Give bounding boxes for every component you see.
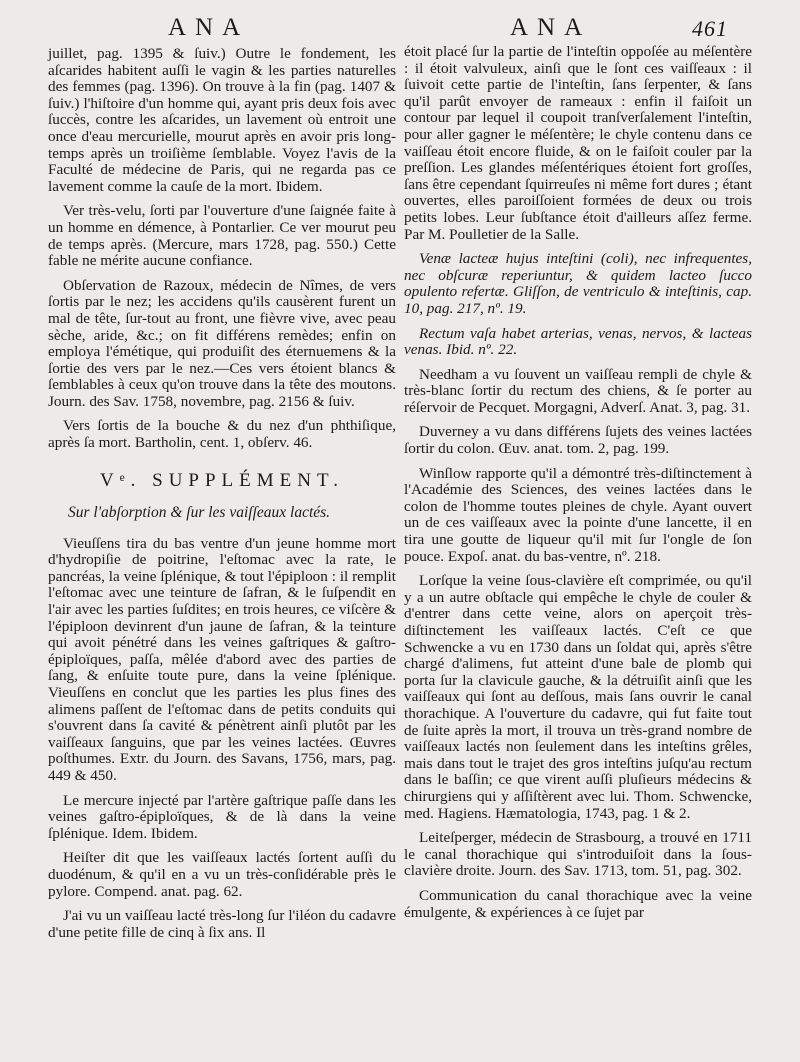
running-head-right: ANA: [510, 14, 592, 41]
paragraph: Obſervation de Razoux, médecin de Nîmes, de vers ſortis par le nez; les accidens qu'ils causèrent furent un mal de tête, ſur-tout au front, une fièvre vive, avec peau sèche, aride, &c.; on fit différens remèdes; enfin on employa l'émétique, qui produiſit des éternuemens & la ſortie des vers par le nez.—Ces vers étoient blancs & ſemblables à ceux qu'on trouve dans la tête des moutons. Journ. des Sav. 1758, novembre, pag. 2156 & ſuiv.: [48, 276, 396, 410]
paragraph: étoit placé ſur la partie de l'inteſtin oppoſée au méſentère : il étoit valvuleux, ainſi que le ſont ces vaiſſeaux : il ſuivoit cette partie de l'inteſtin, ſans ſerpenter, & ſans qu'il parût envoyer de rameaux : enfin il faiſoit un contour par lequel il coupoit tranſverſalement l'inteſtin, pour aller gagner le méſentère; le chyle contenu dans ce vaiſſeau étoit encore fluide, & on le faiſoit couler par la preſſion. Les glandes méſentériques étoient fort groſſes, ſans être cependant ſquirreuſes ni même fort dures ; étant ouvertes, elles paroiſſoient formées de deux ou trois petits lobes. Leur ſubſtance étoit d'ailleurs aſſez ferme. Par M. Poulletier de la Salle.: [404, 43, 752, 243]
latin-quotation: Venæ lacteæ hujus inteſtini (coli), nec infrequentes, nec obſcuræ reperiuntur, & quidem lacteo ſucco opulento refertæ. Gliſſon, de ventriculo & inteſtinis, cap. 10, pag. 217, nº. 19.: [404, 250, 752, 317]
section-heading: Vᵉ. SUPPLÉMENT.: [100, 469, 344, 491]
paragraph: Ver très-velu, ſorti par l'ouverture d'une ſaignée faite à un homme en démence, à Pontarlier. Ce ver mourut peu de temps après. (Mercure, mars 1728, pag. 550.) Cette fable ne mérite aucune confiance.: [48, 202, 396, 270]
paragraph: Heiſter dit que les vaiſſeaux lactés ſortent auſſi du duodénum, & qu'il en a vu un très-conſidérable près le pylore. Compend. anat. pag. 62.: [48, 849, 396, 900]
running-head-left: ANA: [168, 14, 250, 41]
paragraph: Le mercure injecté par l'artère gaſtrique paſſe dans les veines gaſtro-épiploïques, & de là dans la veine ſplénique. Idem. Ibidem.: [48, 791, 396, 842]
paragraph: Lorſque la veine ſous-clavière eſt comprimée, ou qu'il y a un autre obſtacle qui empêche le chyle de couler & d'entrer dans cette veine, alors on aperçoit très-diſtinctement les vaiſſeaux lactés. C'eſt ce que Schwencke a vu en 1730 dans un ſoldat qui, après s'être chargé d'alimens, fut atteint d'une bale de plomb qui porta ſur la clavicule gauche, & la détruiſit ainſi que les vaiſſeaux qui ſont au deſſous, mais ſans ouvrir le canal thorachique. A l'ouverture du cadavre, qui fut faite tout de ſuite après la mort, il trouva un très-grand nombre de vaiſſeaux lactés non ſeulement dans les inteſtins grêles, mais dans tout le trajet des gros inteſtins juſqu'au rectum dans le baſſin; ce que virent auſſi pluſieurs médecins & chirurgiens qui y aſſiſtèrent avec lui. Thom. Schwencke, med. Hagiens. Hæmatologia, 1743, pag. 1 & 2.: [404, 572, 752, 822]
right-column: [404, 44, 752, 929]
section-subheading: Sur l'abſorption & ſur les vaiſſeaux lactés.: [68, 503, 331, 521]
paragraph: Vers ſortis de la bouche & du nez d'un phthiſique, après ſa mort. Bartholin, cent. 1, obſerv. 46.: [48, 417, 396, 452]
running-header: [0, 14, 800, 42]
paragraph: Needham a vu ſouvent un vaiſſeau rempli de chyle & très-blanc ſortir du rectum des chiens, & ſe porter au réſervoir de Pecquet. Morgagni, Adverſ. Anat. 3, pag. 31.: [404, 365, 752, 416]
paragraph: Leiteſperger, médecin de Strasbourg, a trouvé en 1711 le canal thorachique qui s'introduiſoit dans la ſous-clavière droite. Journ. des Sav. 1713, tom. 51, pag. 302.: [404, 829, 752, 880]
paragraph: Communication du canal thorachique avec la veine émulgente, & expériences à ce ſujet par: [404, 886, 752, 921]
paragraph: Vieuſſens tira du bas ventre d'un jeune homme mort d'hydropiſie de poitrine, l'eſtomac avec la rate, le pancréas, la veine ſplénique, & tout l'épiploon : il remplit l'eſtomac avec une teinture de ſafran, & le ſuſpendit en l'air avec les parties ſuſdites; en trois heures, ce viſcère & l'épiploon devinrent d'un jaune de ſafran, & la teinture qui avoit pénétré dans les veines gaſtriques & gaſtro-épiploïques, paſſa, mêlée d'abord avec des parties de ſang, & enſuite toute pure, dans la veine ſplénique. Vieuſſens en conclut que les parties les plus fines des alimens paſſent de l'eſtomac dans de petits conduits qui s'ouvrent dans ſa cavité & pénètrent ainſi plutôt par les vaiſſeaux ſanguins, que par les veines lactées. Œuvres poſthumes. Extr. du Journ. des Savans, 1756, mars, pag. 449 & 450.: [48, 534, 396, 784]
paragraph: J'ai vu un vaiſſeau lacté très-long ſur l'iléon du cadavre d'une petite fille de cinq à ſix ans. Il: [48, 907, 396, 941]
paragraph: juillet, pag. 1395 & ſuiv.) Outre le fondement, les aſcarides habitent auſſi le vagin & les parties naturelles des femmes (pag. 1396). On trouve à la fin (pag. 1407 & ſuiv.) l'hiſtoire d'un homme qui, ayant pris deux fois avec ſuccès, contre les aſcarides, un lavement où entroit une once d'eau mercurielle, mourut après en avoir pris long-temps après un troiſième ſemblable. Voyez l'avis de la Faculté de médecine de Paris, qui ne regarda pas ce lavement comme la cauſe de la mort. Ibidem.: [48, 45, 396, 195]
latin-quotation: Rectum vaſa habet arterias, venas, nervos, & lacteas venas. Ibid. nº. 22.: [404, 324, 752, 359]
left-column: [48, 46, 396, 949]
page-number: 461: [692, 16, 728, 41]
paragraph: Winſlow rapporte qu'il a démontré très-diſtinctement à l'Académie des Sciences, des veines lactées dans le colon de l'homme toutes pleines de chyle. Ayant ouvert un de ces vaiſſeaux avec la pointe d'une lancette, il en tira une goutte de liqueur qu'il mit ſur l'ongle de ſon pouce. Expoſ. anat. du bas-ventre, nº. 218.: [404, 464, 752, 565]
paragraph: Duverney a vu dans différens ſujets des veines lactées ſortir du colon. Œuv. anat. tom. 2, pag. 199.: [404, 423, 752, 458]
